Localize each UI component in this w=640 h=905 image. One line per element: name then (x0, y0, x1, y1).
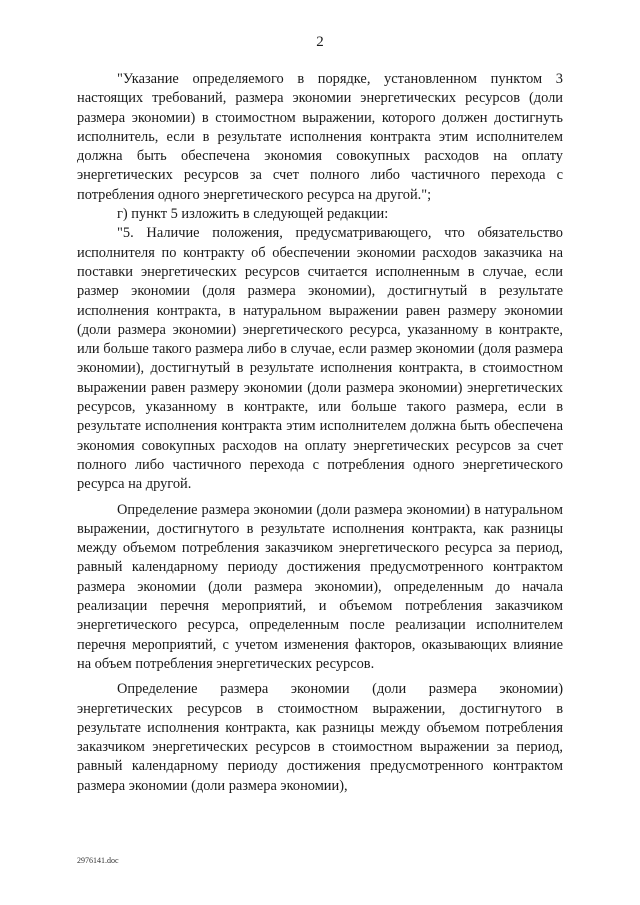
paragraph-clause-5: "5. Наличие положения, предусматривающего, что обязательство исполнителя по контракту об обеспечении экономии расходов заказчика на поставки энергетических ресурсов считается исполненным в случае, если размер экономии (доля размера экономии), достигнутый в результате исполнения контракта, в натуральном выражении равен размеру экономии (доли размера экономии) энергетического ресурса, указанному в контракте, или больше такого размера либо в случае, если размер экономии (доля размера экономии), достигнутый в результате исполнения контракта, в стоимостном выражении равен размеру экономии (доли размера экономии) энергетических ресурсов, указанному в контракте, или больше такого размера, если в результате исполнения контракта этим исполнителем должна быть обеспечена экономия совокупных расходов на оплату энергетических ресурсов за счет полного либо частичного перехода с потребления одного энергетического ресурса на другой. (77, 225, 563, 493)
paragraph-amendment-item-g: г) пункт 5 изложить в следующей редакции: (117, 206, 389, 223)
footer-file-name: 2976141.doc (77, 856, 119, 865)
page-number: 2 (316, 34, 324, 50)
paragraph-natural-savings-definition: Определение размера экономии (доли размера экономии) в натуральном выражении, достигнутого в результате исполнения контракта, как разницы между объемом потребления заказчиком энергетического ресурса за период, равный календарному периоду достижения предусмотренного контрактом размера экономии (доли размера экономии), определенным до начала реализации перечня мероприятий, и объемом потребления заказчиком энергетического ресурса, определенным после реализации исполнителем перечня мероприятий, с учетом изменения факторов, оказывающих влияние на объем потребления энергетических ресурсов. (77, 501, 563, 672)
document-body (77, 70, 563, 796)
paragraph-energy-savings-indication: "Указание определяемого в порядке, установленном пунктом 3 настоящих требований, размера экономии энергетических ресурсов (доли размера экономии) в стоимостном выражении, которого должен достигнуть исполнитель, если в результате исполнения контракта этим исполнителем должна быть обеспечена экономия совокупных расходов на оплату энергетических ресурсов за счет полного либо частичного перехода с потребления одного энергетического ресурса на другой."; (77, 71, 563, 203)
paragraph-cost-savings-definition: Определение размера экономии (доли размера экономии) энергетических ресурсов в стоимостном выражении, достигнутого в результате исполнения контракта, как разницы между объемом потребления заказчиком энергетических ресурсов в стоимостном выражении за период, равный календарному периоду достижения предусмотренного контрактом размера экономии (доли размера экономии), (77, 681, 563, 794)
